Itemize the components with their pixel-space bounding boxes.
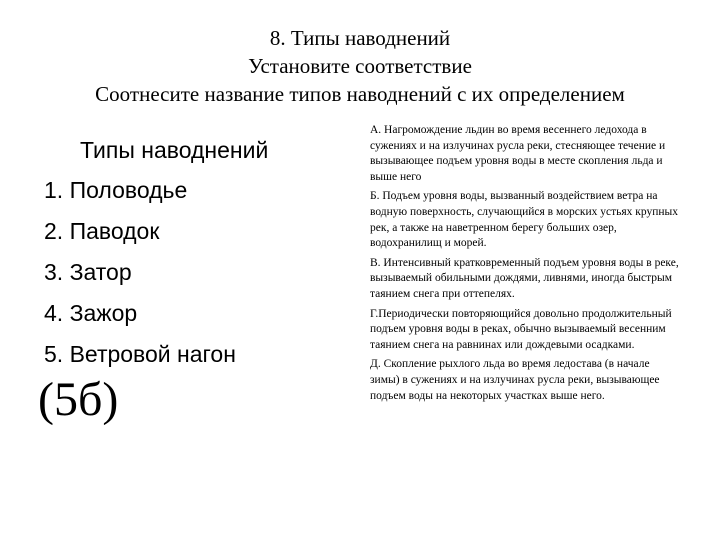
task-description: Соотнесите название типов наводнений с их определением xyxy=(95,82,625,106)
flood-type-item: 3. Затор xyxy=(44,259,132,285)
flood-types-list xyxy=(44,130,344,375)
definition-item: Г.Периодически повторяющийся довольно продолжительный подъем уровня воды в реках, обычно вызываемый весенним таянием снега на равнинах или дождевыми осадками. xyxy=(370,307,672,351)
slide-header xyxy=(0,24,720,108)
definitions-list xyxy=(370,123,680,408)
flood-types-items xyxy=(44,170,344,375)
definition-item: Д. Скопление рыхлого льда во время ледостава (в начале зимы) в сужениях и на излучинах русла реки, вызывающее подъем воды на некоторых участках выше него. xyxy=(370,358,660,402)
definition-item: А. Нагромождение льдин во время весеннего ледохода в сужениях и на излучинах русла реки, стесняющее течение и вызывающее подъем уровня воды в месте скопления льда и выше него xyxy=(370,124,666,183)
flood-type-item: 5. Ветровой нагон xyxy=(44,341,236,367)
flood-types-title: Типы наводнений xyxy=(80,137,269,163)
slide-title: 8. Типы наводнений xyxy=(269,26,451,50)
score-label: (5б) xyxy=(38,373,119,426)
flood-type-item: 1. Половодье xyxy=(44,177,188,203)
definition-item: Б. Подъем уровня воды, вызванный воздействием ветра на водную поверхность, случающийся в морских устьях крупных рек, а также на наветренном берегу больших озер, водохранилищ и морей. xyxy=(370,190,678,250)
task-instruction: Установите соответствие xyxy=(248,54,472,78)
flood-type-item: 2. Паводок xyxy=(44,218,160,244)
flood-type-item: 4. Зажор xyxy=(44,300,138,326)
definition-item: В. Интенсивный кратковременный подъем уровня воды в реке, вызываемый обильными дождями, ливнями, иногда быстрым таянием снега при оттепелях. xyxy=(370,256,679,300)
